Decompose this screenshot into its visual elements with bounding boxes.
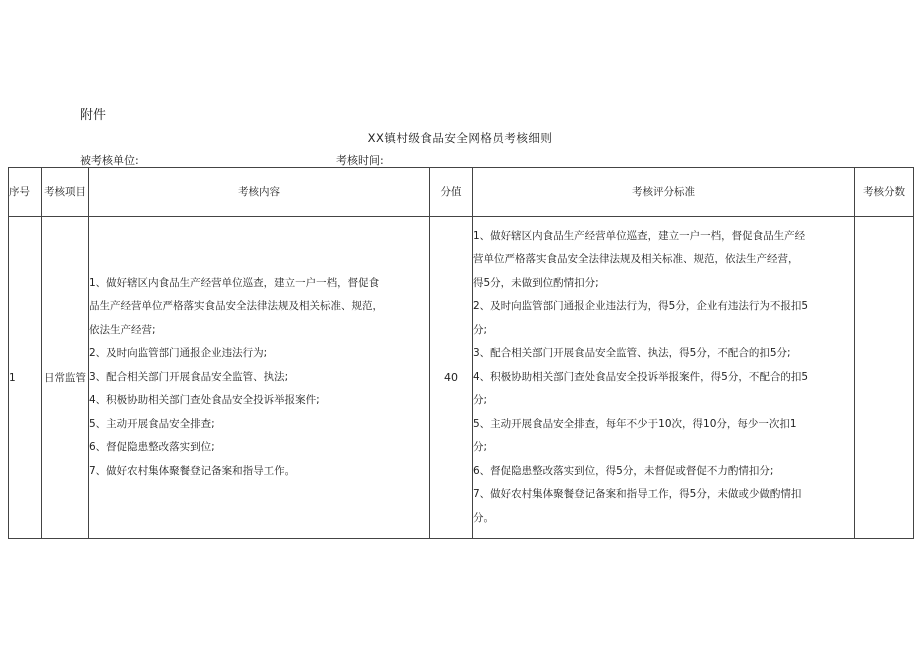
header-content: 考核内容: [89, 168, 430, 217]
criteria-line: 6、督促隐患整改落实到位，得5分，未督促或督促不力酌情扣分;: [473, 464, 774, 477]
criteria-line: 7、做好农村集体聚餐登记备案和指导工作，得5分，未做或少做酌情扣: [473, 488, 802, 501]
criteria-line: 4、积极协助相关部门查处食品安全投诉举报案件，得5分，不配合的扣5: [473, 370, 809, 383]
assessment-table: [8, 167, 914, 539]
header-category: 考核项目: [42, 168, 89, 217]
row-seq: 1: [9, 217, 42, 539]
criteria-line: 分;: [473, 323, 488, 336]
header-score: 分值: [430, 168, 473, 217]
table-row: [9, 217, 914, 539]
row-content: [89, 217, 430, 539]
content-line: 1、做好辖区内食品生产经营单位巡查，建立一户一档，督促食: [89, 276, 380, 289]
row-criteria: [473, 217, 855, 539]
content-line: 2、及时向监管部门通报企业违法行为;: [89, 347, 268, 360]
content-line: 3、配合相关部门开展食品安全监管、执法;: [89, 370, 289, 383]
criteria-line: 分;: [473, 441, 488, 454]
criteria-line: 1、做好辖区内食品生产经营单位巡查，建立一户一档，督促食品生产经: [473, 229, 806, 242]
header-criteria: 考核评分标准: [473, 168, 855, 217]
row-score: 40: [430, 217, 473, 539]
criteria-line: 分;: [473, 394, 488, 407]
table-header-row: [9, 168, 914, 217]
document-title: XX镇村级食品安全网格员考核细则: [367, 131, 553, 145]
evaluated-unit-label: 被考核单位:: [80, 154, 139, 167]
criteria-line: 得5分，未做到位酌情扣分;: [473, 276, 599, 289]
header-result: 考核分数: [855, 168, 914, 217]
criteria-line: 营单位严格落实食品安全法律法规及相关标准、规范，依法生产经营，: [473, 253, 799, 266]
content-line: 品生产经营单位严格落实食品安全法律法规及相关标准、规范，: [89, 300, 383, 313]
criteria-line: 2、及时向监管部门通报企业违法行为，得5分，企业有违法行为不报扣5: [473, 300, 809, 313]
content-line: 依法生产经营;: [89, 323, 156, 336]
row-result: [855, 217, 914, 539]
evaluation-time-label: 考核时间:: [336, 154, 384, 167]
header-seq: 序号: [9, 168, 42, 217]
annex-label: 附件: [80, 108, 107, 123]
content-line: 7、做好农村集体聚餐登记备案和指导工作。: [89, 464, 296, 477]
criteria-line: 3、配合相关部门开展食品安全监管、执法，得5分，不配合的扣5分;: [473, 347, 791, 360]
content-line: 4、积极协助相关部门查处食品安全投诉举报案件;: [89, 394, 320, 407]
criteria-line: 5、主动开展食品安全排查，每年不少于10次，得10分，每少一次扣1: [473, 417, 797, 430]
content-line: 5、主动开展食品安全排查;: [89, 417, 215, 430]
content-line: 6、督促隐患整改落实到位;: [89, 441, 215, 454]
criteria-line: 分。: [473, 511, 494, 524]
row-category: 日常监管: [42, 217, 89, 539]
